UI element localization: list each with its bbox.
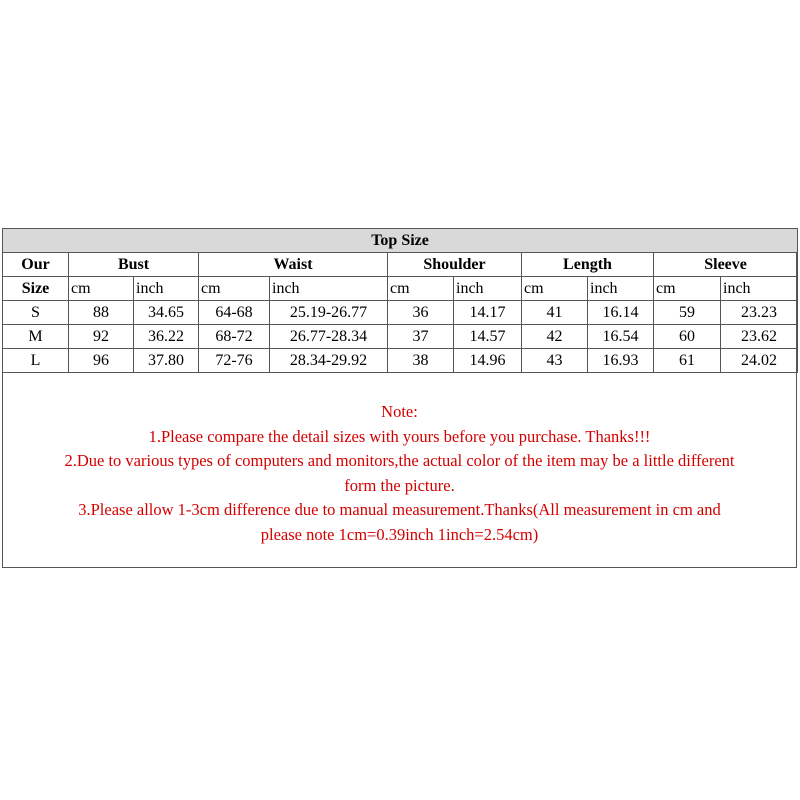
value-cell: 60 [654,325,721,349]
value-cell: 23.23 [721,301,798,325]
shoulder-header: Shoulder [388,253,522,277]
note-heading: Note: [381,402,418,421]
size-cell: S [3,301,69,325]
value-cell: 88 [69,301,134,325]
value-cell: 37.80 [134,349,199,373]
value-cell: 38 [388,349,454,373]
size-cell: L [3,349,69,373]
length-header: Length [522,253,654,277]
unit-header-row [3,277,798,301]
value-cell: 41 [522,301,588,325]
unit-cell: inch [588,277,654,301]
value-cell: 68-72 [199,325,270,349]
value-cell: 36 [388,301,454,325]
group-header-row [3,253,798,277]
value-cell: 34.65 [134,301,199,325]
unit-cell: cm [69,277,134,301]
table-row [3,301,798,325]
title-row [3,229,798,253]
value-cell: 24.02 [721,349,798,373]
size-cell: M [3,325,69,349]
value-cell: 25.19-26.77 [270,301,388,325]
table-row [3,349,798,373]
value-cell: 28.34-29.92 [270,349,388,373]
value-cell: 43 [522,349,588,373]
value-cell: 23.62 [721,325,798,349]
unit-cell: inch [721,277,798,301]
notes-block [2,400,797,547]
waist-header: Waist [199,253,388,277]
value-cell: 16.93 [588,349,654,373]
value-cell: 72-76 [199,349,270,373]
value-cell: 42 [522,325,588,349]
size-label-bottom: Size [3,277,69,301]
unit-cell: inch [454,277,522,301]
size-chart-table [2,228,798,373]
value-cell: 96 [69,349,134,373]
size-label-top: Our [3,253,69,277]
unit-cell: cm [654,277,721,301]
unit-cell: cm [199,277,270,301]
value-cell: 61 [654,349,721,373]
note-line: form the picture. [344,475,455,495]
value-cell: 16.14 [588,301,654,325]
table-row [3,325,798,349]
note-line: 1.Please compare the detail sizes with yours before you purchase. Thanks!!! [148,426,651,446]
value-cell: 14.17 [454,301,522,325]
value-cell: 26.77-28.34 [270,325,388,349]
value-cell: 36.22 [134,325,199,349]
note-line: 2.Due to various types of computers and monitors,the actual color of the item may be a little different [64,451,735,470]
bust-header: Bust [69,253,199,277]
value-cell: 16.54 [588,325,654,349]
sleeve-header: Sleeve [654,253,798,277]
unit-cell: inch [134,277,199,301]
value-cell: 59 [654,301,721,325]
value-cell: 37 [388,325,454,349]
value-cell: 14.57 [454,325,522,349]
note-line: please note 1cm=0.39inch 1inch=2.54cm) [260,524,539,544]
value-cell: 64-68 [199,301,270,325]
unit-cell: inch [270,277,388,301]
value-cell: 92 [69,325,134,349]
unit-cell: cm [388,277,454,301]
table-title: Top Size [3,229,798,253]
unit-cell: cm [522,277,588,301]
value-cell: 14.96 [454,349,522,373]
note-line: 3.Please allow 1-3cm difference due to manual measurement.Thanks(All measurement in cm and [78,500,721,519]
